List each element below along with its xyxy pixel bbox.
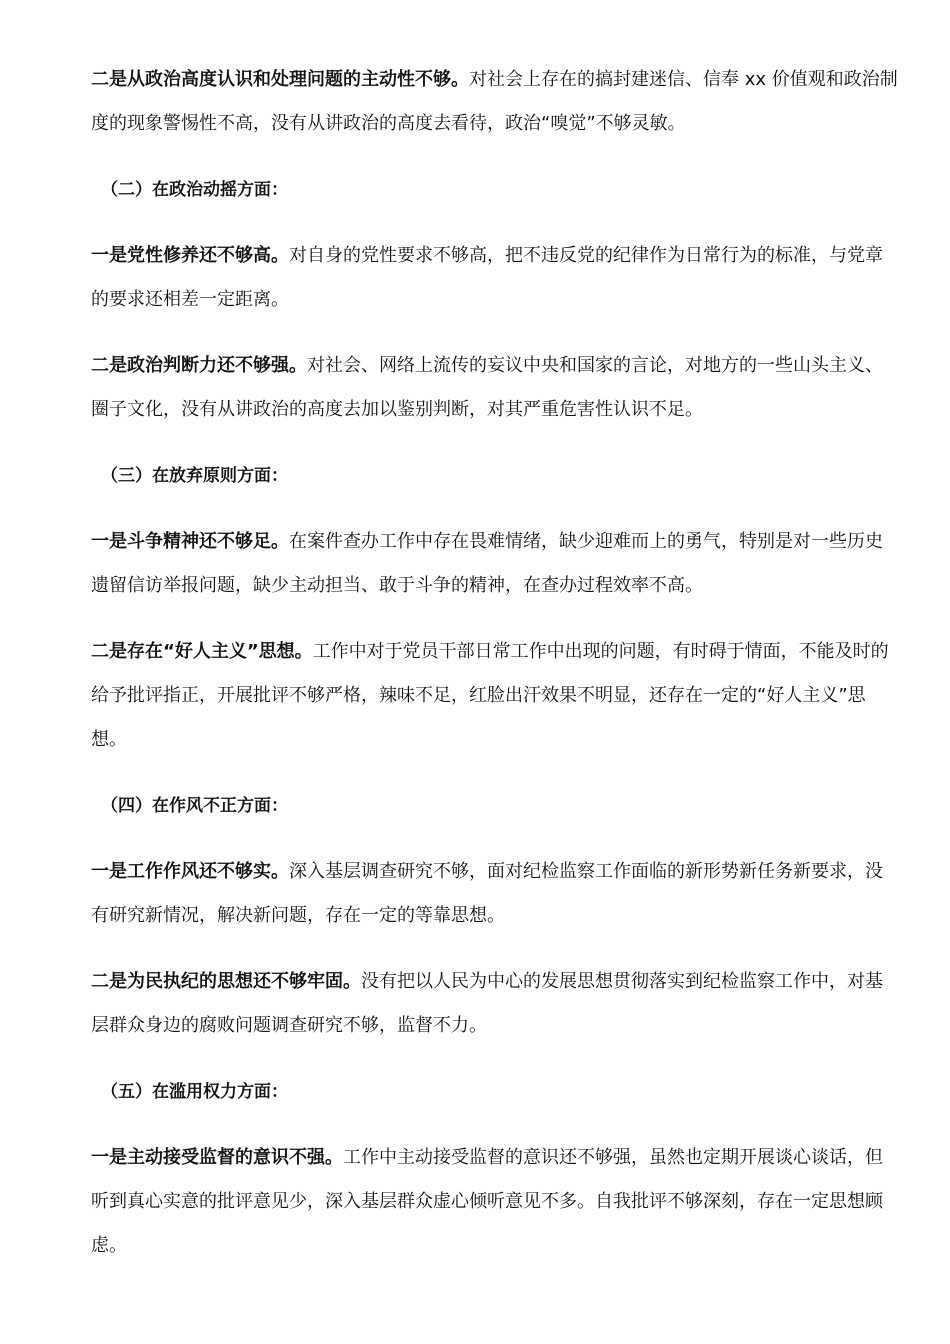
paragraph-body: 在案件查办工作中存在畏难情绪，缺少迎难而上的勇气，特别是对一些历史遗留信访举报问题，缺少主动担当、敢于斗争的精神，在查办过程效率不高。: [91, 531, 883, 596]
paragraph-fighting-spirit: [91, 520, 898, 608]
section-heading-abuse-power: （五）在滥用权力方面：: [101, 1082, 288, 1102]
section-heading-political-wavering: （二）在政治动摇方面：: [101, 180, 288, 200]
paragraph-lead: 一是主动接受监督的意识不强。: [91, 1147, 343, 1168]
paragraph-body: 对自身的党性要求不够高，把不违反党的纪律作为日常行为的标准，与党章的要求还相差一定距离。: [91, 245, 883, 310]
paragraph-lead: 二是存在“好人主义”思想。: [91, 641, 313, 662]
paragraph-body: 对社会、网络上流传的妄议中央和国家的言论，对地方的一些山头主义、圈子文化，没有从讲政治的高度去加以鉴别判断，对其严重危害性认识不足。: [91, 355, 883, 420]
paragraph-lead: 一是党性修养还不够高。: [91, 245, 289, 266]
paragraph-body: 工作中主动接受监督的意识还不够强，虽然也定期开展谈心谈话，但听到真心实意的批评意见少，深入基层群众虚心倾听意见不多。自我批评不够深刻，存在一定思想顾虑。: [91, 1147, 883, 1256]
paragraph-lead: 一是工作作风还不够实。: [91, 861, 289, 882]
paragraph-lead: 二是政治判断力还不够强。: [91, 355, 307, 376]
paragraph-nice-guy: [91, 630, 898, 762]
paragraph-serving-people: [91, 960, 898, 1048]
section-heading-abandon-principles: （三）在放弃原则方面：: [101, 466, 288, 486]
section-heading-work-style: （四）在作风不正方面：: [101, 796, 288, 816]
paragraph-party-spirit: [91, 234, 898, 322]
paragraph-body: 对社会上存在的搞封建迷信、信奉 xx 价值观和政治制度的现象警惕性不高，没有从讲政治的高度去看待，政治“嗅觉”不够灵敏。: [91, 69, 898, 134]
paragraph-work-style: [91, 850, 898, 938]
paragraph-political-height: [91, 58, 898, 146]
paragraph-political-judgment: [91, 344, 898, 432]
paragraph-body: 工作中对于党员干部日常工作中出现的问题，有时碍于情面，不能及时的给予批评指正，开展批评不够严格，辣味不足，红脸出汗效果不明显，还存在一定的“好人主义”思想。: [91, 641, 889, 750]
paragraph-lead: 一是斗争精神还不够足。: [91, 531, 289, 552]
paragraph-body: 深入基层调查研究不够，面对纪检监察工作面临的新形势新任务新要求，没有研究新情况，解决新问题，存在一定的等靠思想。: [91, 861, 883, 926]
paragraph-body: 没有把以人民为中心的发展思想贯彻落实到纪检监察工作中，对基层群众身边的腐败问题调查研究不够，监督不力。: [91, 971, 883, 1036]
paragraph-accept-supervision: [91, 1136, 898, 1268]
paragraph-lead: 二是从政治高度认识和处理问题的主动性不够。: [91, 69, 469, 90]
paragraph-lead: 二是为民执纪的思想还不够牢固。: [91, 971, 361, 992]
